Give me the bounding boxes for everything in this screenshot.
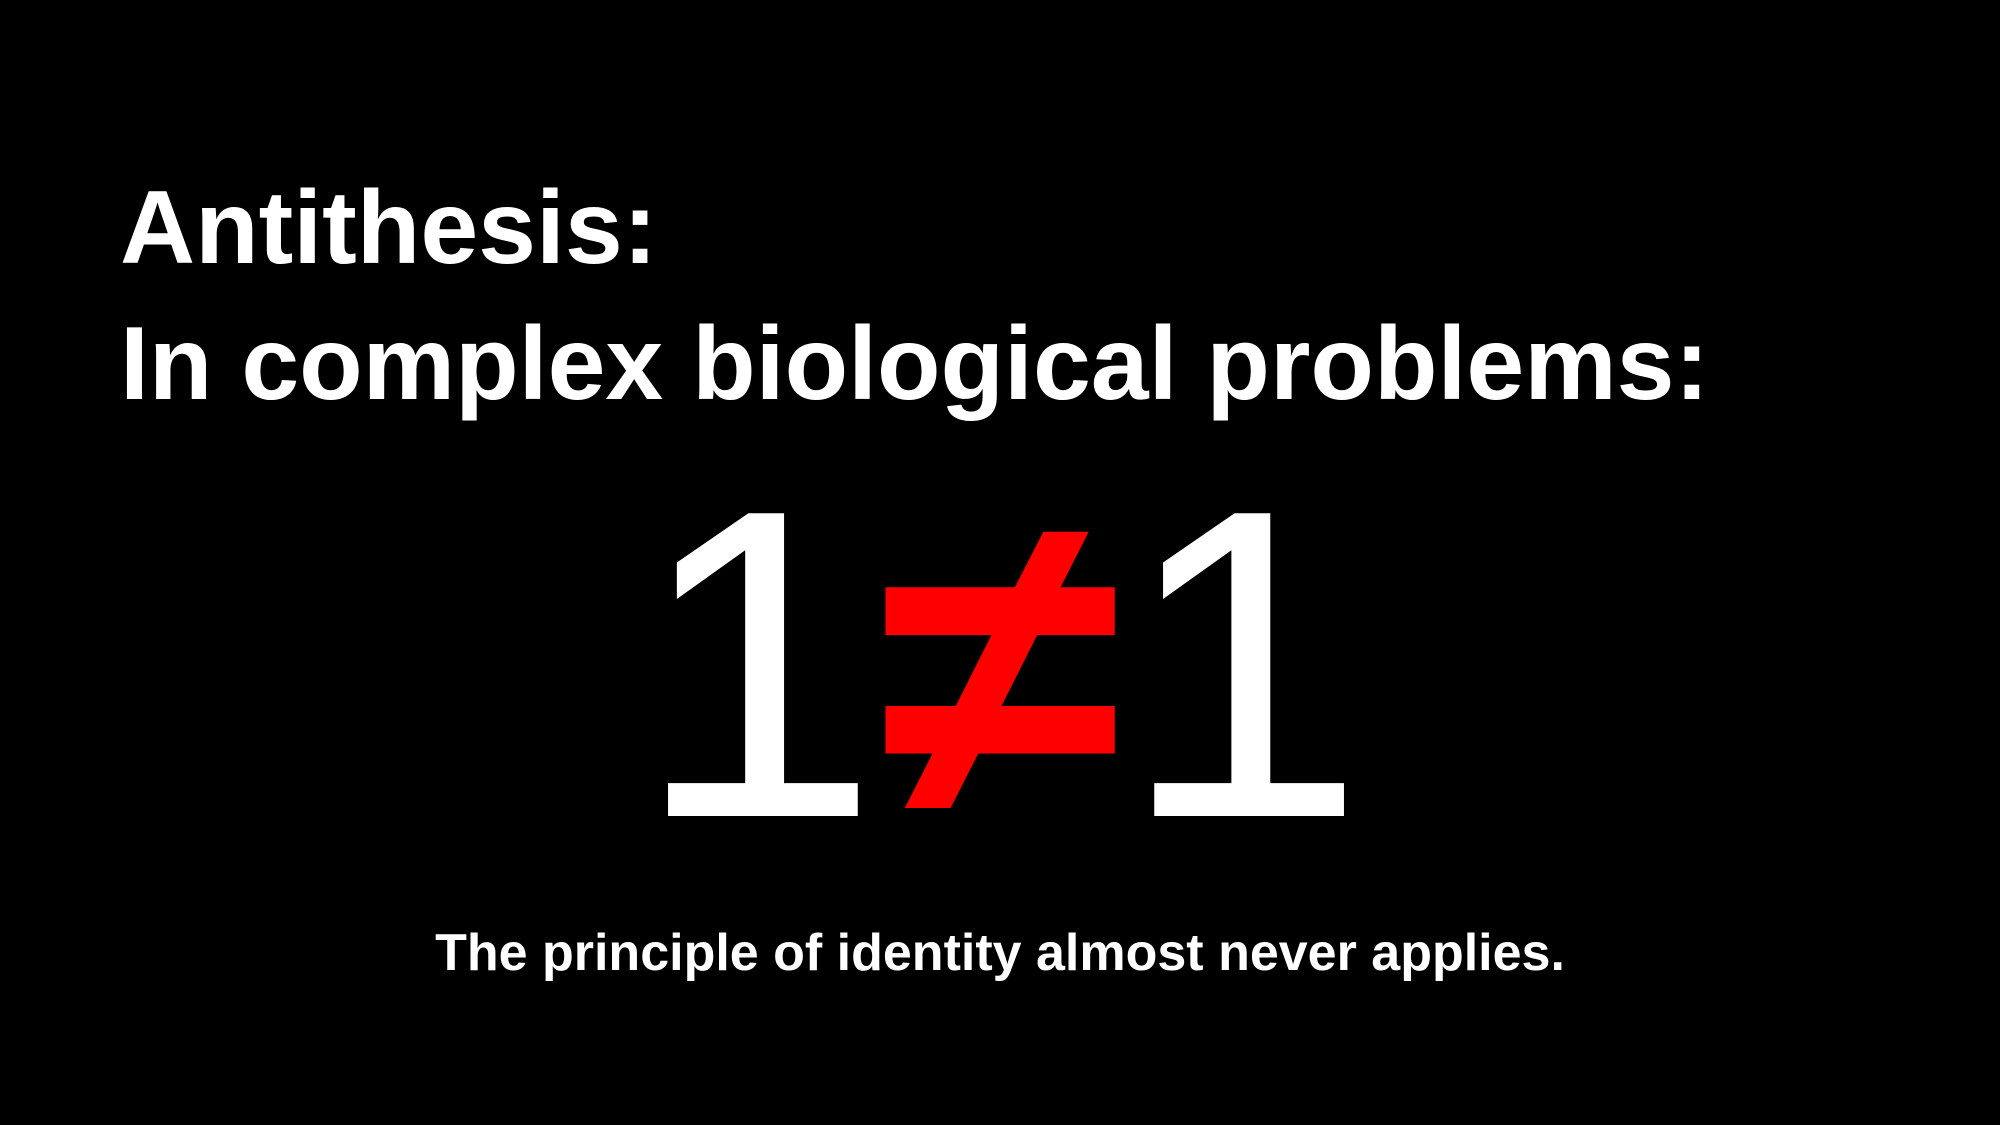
- heading-line-problems: In complex biological problems:: [120, 306, 1710, 422]
- equation-left-operand: 1: [634, 419, 880, 910]
- slide-caption: The principle of identity almost never applies.: [435, 924, 1565, 982]
- slide-heading: [120, 160, 1709, 432]
- equation-one-not-equal-one: [0, 419, 2000, 910]
- heading-line-antithesis: Antithesis:: [120, 170, 658, 286]
- equation-right-operand: 1: [1120, 419, 1366, 910]
- not-equal-sign: ≠: [879, 419, 1121, 910]
